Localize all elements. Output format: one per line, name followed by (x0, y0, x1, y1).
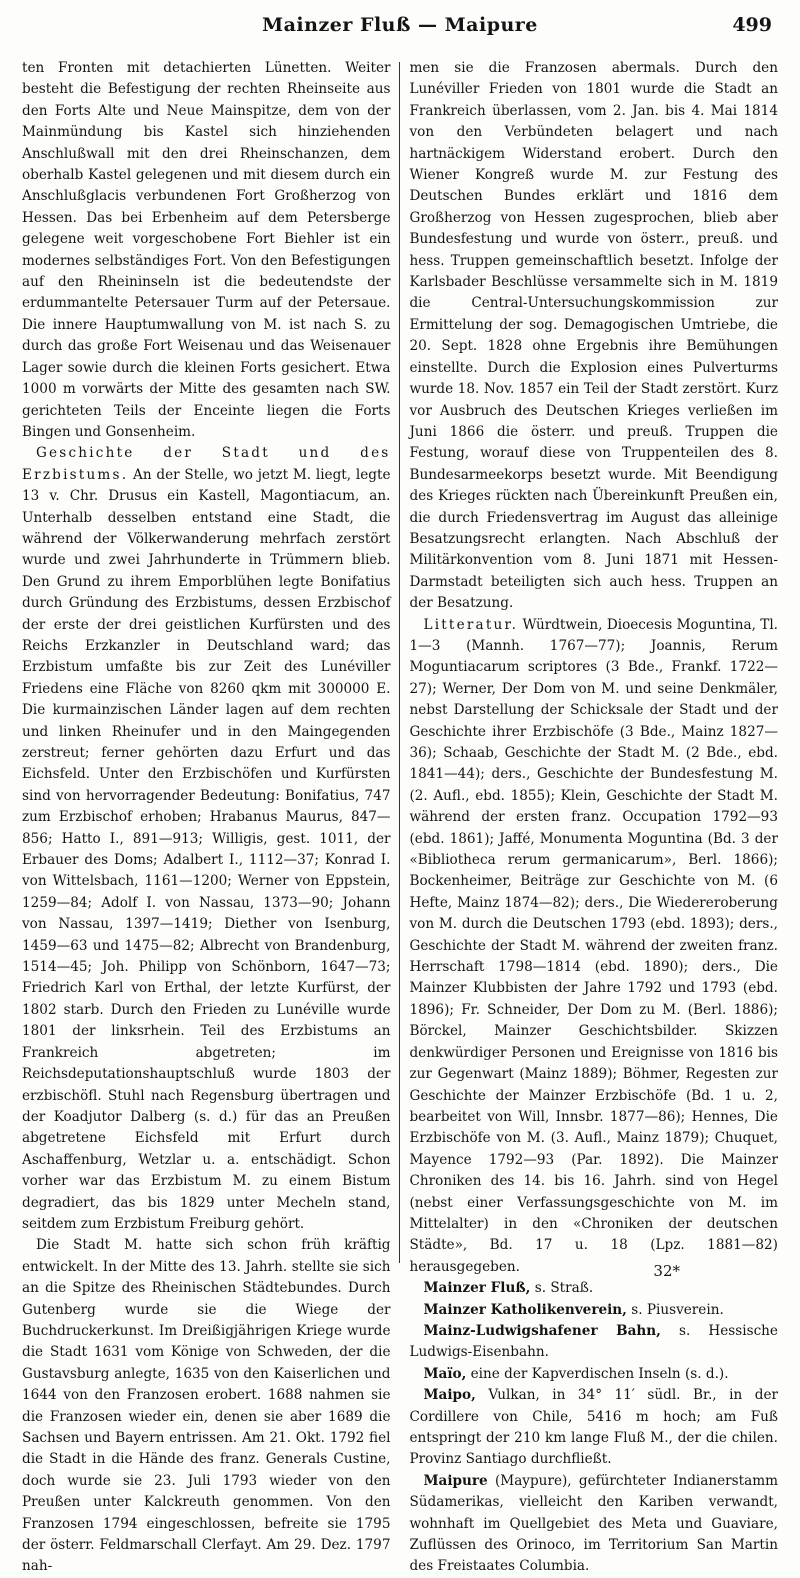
page-header (22, 0, 778, 58)
running-title: Mainzer Fluß — Maipure (262, 14, 538, 36)
paragraph-literature (409, 615, 778, 1279)
entry-katholikenverein (409, 1300, 778, 1321)
paragraph-city-history-cont: men sie die Franzosen abermals. Durch den Lunéviller Frieden von 1801 wurde die Stadt an Frankreich überlassen, vom 2. Jan. bis 4. Mai 1814 von den Verbündeten belagert und nach hartnäckigem Widerstand erobert. Durch den Wiener Kongreß wurde M. zur Festung des Deutschen Bundes erklärt und 1816 dem Großherzog von Hessen zugesprochen, blieb aber Bundesfestung und wurde von österr., preuß. und hess. Truppen gemeinschaftlich besetzt. Infolge der Karlsbader Beschlüsse versammelte sich in M. 1819 die Central-Untersuchungskommission zur Ermittelung der sog. Demagogischen Umtriebe, die 20. Sept. 1828 ohne Ergebnis ihre Bemühungen einstellte. Durch die Explosion eines Pulverturms wurde 18. Nov. 1857 ein Teil der Stadt zerstört. Kurz vor Ausbruch des Deutschen Krieges verließen im Juni 1866 die österr. und preuß. Truppen die Festung, worauf diese von Truppenteilen des 8. Bundesarmeekorps besetzt wurde. Mit Beendigung des Krieges rückten nach Übereinkunft Preußen ein, die durch Friedensvertrag im August das alleinige Besatzungsrecht erlangten. Nach Abschluß der Militärkonvention vom 8. Juni 1871 mit Hessen-Darmstadt beteiligten sich auch hess. Truppen an der Besatzung. (409, 60, 778, 612)
entry-ludwigshafener-bahn (409, 1321, 778, 1364)
entry-headword: Maipo, (423, 1387, 476, 1404)
printer-signature: 32* (653, 1262, 680, 1280)
entry-text: eine der Kapverdischen Inseln (s. d.). (466, 1365, 729, 1382)
entry-text: s. Hessische Ludwigs-Eisenbahn. (409, 1322, 778, 1361)
entry-headword: Mainzer Fluß, (423, 1280, 531, 1297)
entry-text: (Maypure), gefürchteter Indianerstamm Südamerikas, vielleicht den Kariben verwandt, wohnhaft im Quellgebiet des Meta und Guaviare, Zuflüssen des Orinoco, im Territorium San Martin des Freistaates Columbia. (409, 1472, 778, 1575)
history-text: An der Stelle, wo jetzt M. liegt, legte 13 v. Chr. Drusus ein Kastell, Magontiacum, an. Unterhalb desselben entstand eine Stadt, die während der Völkerwanderung mehrfach zerstört wurde und zwei Jahrhunderte in Trümmern blieb. Den Grund zu ihrem Emporblühen legte Bonifatius durch Gründung des Erzbistums, dessen Erzbischof der erste der drei geistlichen Kurfürsten und des Reichs Erzkanzler in Deutschland ward; das Erzbistum umfaßte bis zur Zeit des Lunéviller Friedens eine Fläche von 8260 qkm mit 300000 E. Die kurmainzischen Länder lagen auf dem rechten und linken Rheinufer und in den Maingegenden zerstreut; ferner gehörten dazu Erfurt und das Eichsfeld. Unter den Erzbischöfen und Kurfürsten sind von hervorragender Bedeutung: Bonifatius, 747 zum Erzbischof erhoben; Hrabanus Maurus, 847—856; Hatto I., 891—913; Willigis, gest. 1011, der Erbauer des Doms; Adalbert I., 1112—37; Konrad I. von Wittelsbach, 1161—1200; Werner von Eppstein, 1259—84; Adolf I. von Nassau, 1373—90; Johann von Nassau, 1397—1419; Diether von Isenburg, 1459—63 und 1475—82; Albrecht von Brandenburg, 1514—45; Joh. Philipp von Schönborn, 1647—73; Friedrich Karl von Erthal, der letzte Kurfürst, der 1802 starb. Durch den Frieden zu Lunéville wurde 1801 der linksrhein. Teil des Erzbistums an Frankreich abgetreten; im Reichsdeputationshauptschluß wurde 1803 der erzbischöfl. Stuhl nach Regensburg übertragen und der Koadjutor Dalberg (s. d.) für das an Preußen abgetretene Eichsfeld mit Erfurt durch Aschaffenburg, Wetzlar u. a. entschädigt. Schon vorher war das Erzbistum M. zu einem Bistum degradiert, das bis 1829 unter Mecheln stand, seitdem zum Erzbistum Freiburg gehört. (22, 466, 391, 1232)
page-number: 499 (732, 14, 772, 36)
entry-maipure (409, 1471, 778, 1578)
entry-text: s. Piusverein. (626, 1301, 724, 1318)
section-heading-history: Geschichte der Stadt und des Erzbistums. (22, 445, 391, 483)
entry-text: s. Straß. (530, 1280, 594, 1297)
entry-mainzer-fluss (409, 1278, 778, 1299)
entry-headword: Maïo, (423, 1365, 467, 1382)
left-column (22, 58, 399, 1575)
entry-maio (409, 1364, 778, 1385)
section-heading-literature: Litteratur. (423, 616, 519, 633)
literature-text: Würdtwein, Dioecesis Moguntina, Tl. 1—3 (Mannh. 1767—77); Joannis, Rerum Moguntiacarum scriptores (3 Bde., Frankf. 1722—27); Werner, Der Dom von M. und seine Denkmäler, nebst Darstellung der Schicksale der Stadt und der Geschichte ihrer Erzbischöfe (3 Bde., Mainz 1827—36); Schaab, Geschichte der Stadt M. (2 Bde., ebd. 1841—44); ders., Geschichte der Bundesfestung M. (2. Aufl., ebd. 1855); Klein, Geschichte der Stadt M. während der ersten franz. Occupation 1792—93 (ebd. 1861); Jaffé, Monumenta Moguntina (Bd. 3 der «Bibliotheca rerum germanicarum», Berl. 1866); Bockenheimer, Beiträge zur Geschichte von M. (6 Hefte, Mainz 1874—82); ders., Die Wiedereroberung von M. durch die Deutschen 1793 (ebd. 1893); ders., Geschichte der Stadt M. während der zweiten franz. Herrschaft 1798—1814 (ebd. 1890); ders., Die Mainzer Klubbisten der Jahre 1792 und 1793 (ebd. 1896); Fr. Schneider, Der Dom zu M. (Berl. 1886); Börckel, Mainzer Geschichtsbilder. Skizzen denkwürdiger Personen und Ereignisse von 1816 bis zur Gegenwart (Mainz 1889); Böhmer, Regesten zur Geschichte der Mainzer Erzbischöfe (Bd. 1 u. 2, bearbeitet von Will, Innsbr. 1877—86); Hennes, Die Erzbischöfe von M. (3. Aufl., Mainz 1879); Chuquet, Mayence 1792—93 (Par. 1892). Die Mainzer Chroniken des 14. bis 16. Jahrh. sind von Hegel (nebst einer Verfassungsgeschichte von M. im Mittelalter) in den «Chroniken der deutschen Städte», Bd. 17 u. 18 (Lpz. 1881—82) herausgegeben. (409, 616, 778, 1275)
entry-text: Vulkan, in 34° 11′ südl. Br., in der Cordillere von Chile, 5416 m hoch; am Fuß entspringt der 210 km lange Fluß M., der die chilen. Provinz Santiago durchfließt. (409, 1387, 778, 1468)
entry-maipo (409, 1385, 778, 1471)
entry-headword: Mainz-Ludwigshafener Bahn, (423, 1322, 661, 1339)
entry-headword: Mainzer Katholikenverein, (423, 1301, 627, 1318)
paragraph-city-history: Die Stadt M. hatte sich schon früh kräftig entwickelt. In der Mitte des 13. Jahrh. stellte sie sich an die Spitze des Rheinischen Städtebundes. Durch Gutenberg wurde sie die Wiege der Buchdruckerkunst. Im Dreißigjährigen Kriege wurde die Stadt 1631 vom Könige von Schweden, der die Gustavsburg anlegte, 1635 von den Kaiserlichen und 1644 von den Franzosen erobert. 1688 nahmen sie die Franzosen wieder ein, denen sie aber 1689 die Sachsen und Bayern entrissen. Am 21. Okt. 1792 fiel die Stadt in die Hände des franz. Generals Custine, doch wurde sie 23. Juli 1793 wieder von den Preußen unter Kalckreuth genommen. Von den Franzosen 1794 eingeschlossen, befreite sie 1795 der österr. Feldmarschall Clerfayt. Am 29. Dez. 1797 nah- (22, 1237, 391, 1575)
paragraph-history (22, 443, 391, 1235)
paragraph-fortifications: ten Fronten mit detachierten Lünetten. Weiter besteht die Befestigung der rechten Rheinseite aus den Forts Alte und Neue Mainspitze, dem von der Mainmündung bis Kastel sich hinziehenden Anschlußwall mit den drei Rheinschanzen, dem oberhalb Kastel gelegenen und mit diesem durch ein Anschlußglacis verbundenen Fort Großherzog von Hessen. Das bei Erbenheim auf dem Petersberge gelegene weit vorgeschobene Fort Biehler ist ein modernes selbständiges Fort. Von den Befestigungen auf den Rheininseln ist die bedeutendste der erdummantelte Petersauer Turm auf der Petersaue. Die innere Hauptumwallung von M. ist nach S. zu durch das große Fort Weisenau und das Weisenauer Lager sowie durch die kleinen Forts gesichert. Etwa 1000 m vorwärts der Mitte des gesamten nach SW. gerichteten Teils der Enceinte liegen die Forts Bingen und Gonsenheim. (22, 60, 391, 440)
entry-headword: Maipure (423, 1472, 488, 1489)
